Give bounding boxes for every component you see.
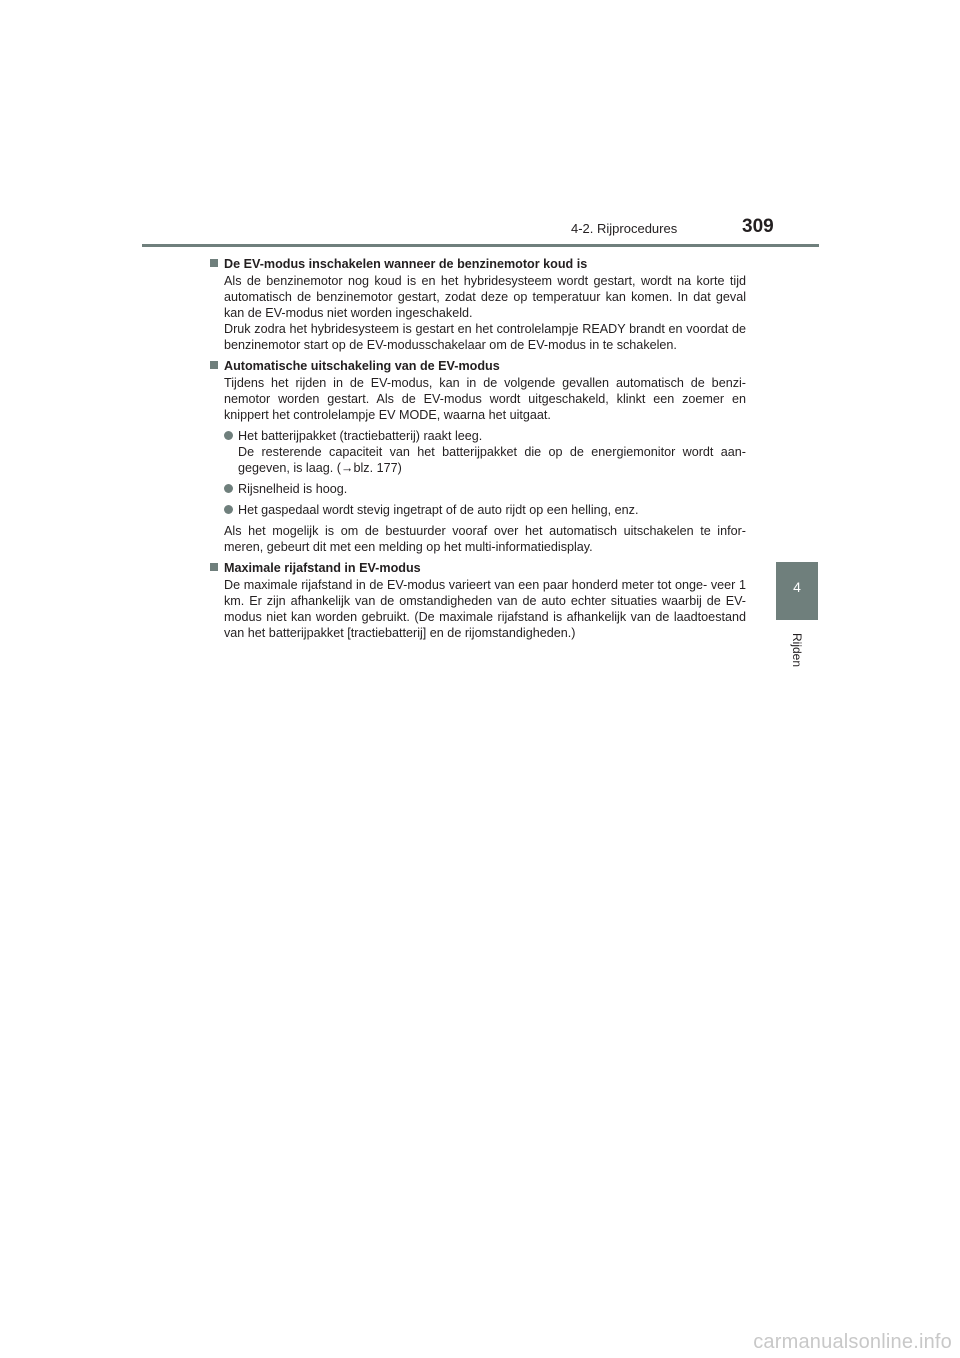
paragraph	[224, 577, 746, 641]
chapter-number: 4	[793, 579, 801, 595]
section-max-range	[210, 560, 746, 641]
section-heading	[210, 358, 746, 374]
section-auto-disable	[210, 358, 746, 555]
page-number: 309	[742, 216, 774, 237]
round-bullet-icon	[224, 431, 233, 440]
square-bullet-icon	[210, 259, 218, 267]
list-item	[224, 481, 746, 497]
heading-text: Maximale rijafstand in EV-modus	[224, 561, 421, 575]
page-content	[210, 256, 746, 646]
paragraph	[224, 523, 746, 555]
section-title: 4-2. Rijprocedures	[571, 221, 678, 236]
square-bullet-icon	[210, 361, 218, 369]
header-divider	[142, 244, 819, 247]
chapter-label: Rijden	[790, 632, 804, 668]
round-bullet-icon	[224, 484, 233, 493]
section-heading	[210, 256, 746, 272]
list-item	[224, 428, 746, 476]
square-bullet-icon	[210, 563, 218, 571]
list-item-text: De resterende capaciteit van het batterijpakket die op de energiemonitor wordt aan- gegeven, is laag. (→blz. 177)	[238, 445, 746, 475]
paragraph	[224, 375, 746, 423]
list-item-text: Rijsnelheid is hoog.	[238, 482, 348, 496]
section-heading	[210, 560, 746, 576]
paragraph-text: Druk zodra het hybridesysteem is gestart en het controlelampje READY brandt en voordat de benzinemotor start op de EV-modusschakelaar om de EV-modus in te schakelen.	[224, 322, 746, 352]
heading-text: Automatische uitschakeling van de EV-modus	[224, 359, 500, 373]
paragraph-text: Als het mogelijk is om de bestuurder vooraf over het automatisch uitschakelen te infor- meren, gebeurt dit met een melding op het multi-informatiedisplay.	[224, 524, 746, 554]
paragraph-text: De maximale rijafstand in de EV-modus varieert van een paar honderd meter tot onge- veer 1 km. Er zijn afhankelijk van de omstandigheden van de auto echter situaties waarbij de EV-modus niet kan worden gebruikt. (De maximale rijafstand is afhankelijk van de laadtoestand van het batterijpakket [tractiebatterij] en de rijomstandigheden.)	[224, 578, 746, 640]
list-item-text: Het batterijpakket (tractiebatterij) raakt leeg.	[238, 429, 483, 443]
watermark-link[interactable]: carmanualsonline.info	[753, 1331, 952, 1353]
round-bullet-icon	[224, 505, 233, 514]
list-item-text: Het gaspedaal wordt stevig ingetrapt of de auto rijdt op een helling, enz.	[238, 503, 639, 517]
chapter-tab[interactable]	[776, 562, 818, 620]
paragraph	[224, 273, 746, 353]
paragraph-text: Tijdens het rijden in de EV-modus, kan in de volgende gevallen automatisch de benzi- nemotor worden gestart. Als de EV-modus wordt uitgeschakeld, klinkt een zoemer en knippert het controlelampje EV MODE, waarna het uitgaat.	[224, 376, 746, 422]
list-item	[224, 502, 746, 518]
section-ev-cold-engine	[210, 256, 746, 353]
heading-text: De EV-modus inschakelen wanneer de benzinemotor koud is	[224, 257, 588, 271]
paragraph-text: Als de benzinemotor nog koud is en het hybridesysteem wordt gestart, wordt na korte tijd automatisch de benzinemotor gestart, zodat deze op temperatuur kan komen. In dat geval kan de EV-modus niet worden ingeschakeld.	[224, 274, 746, 320]
